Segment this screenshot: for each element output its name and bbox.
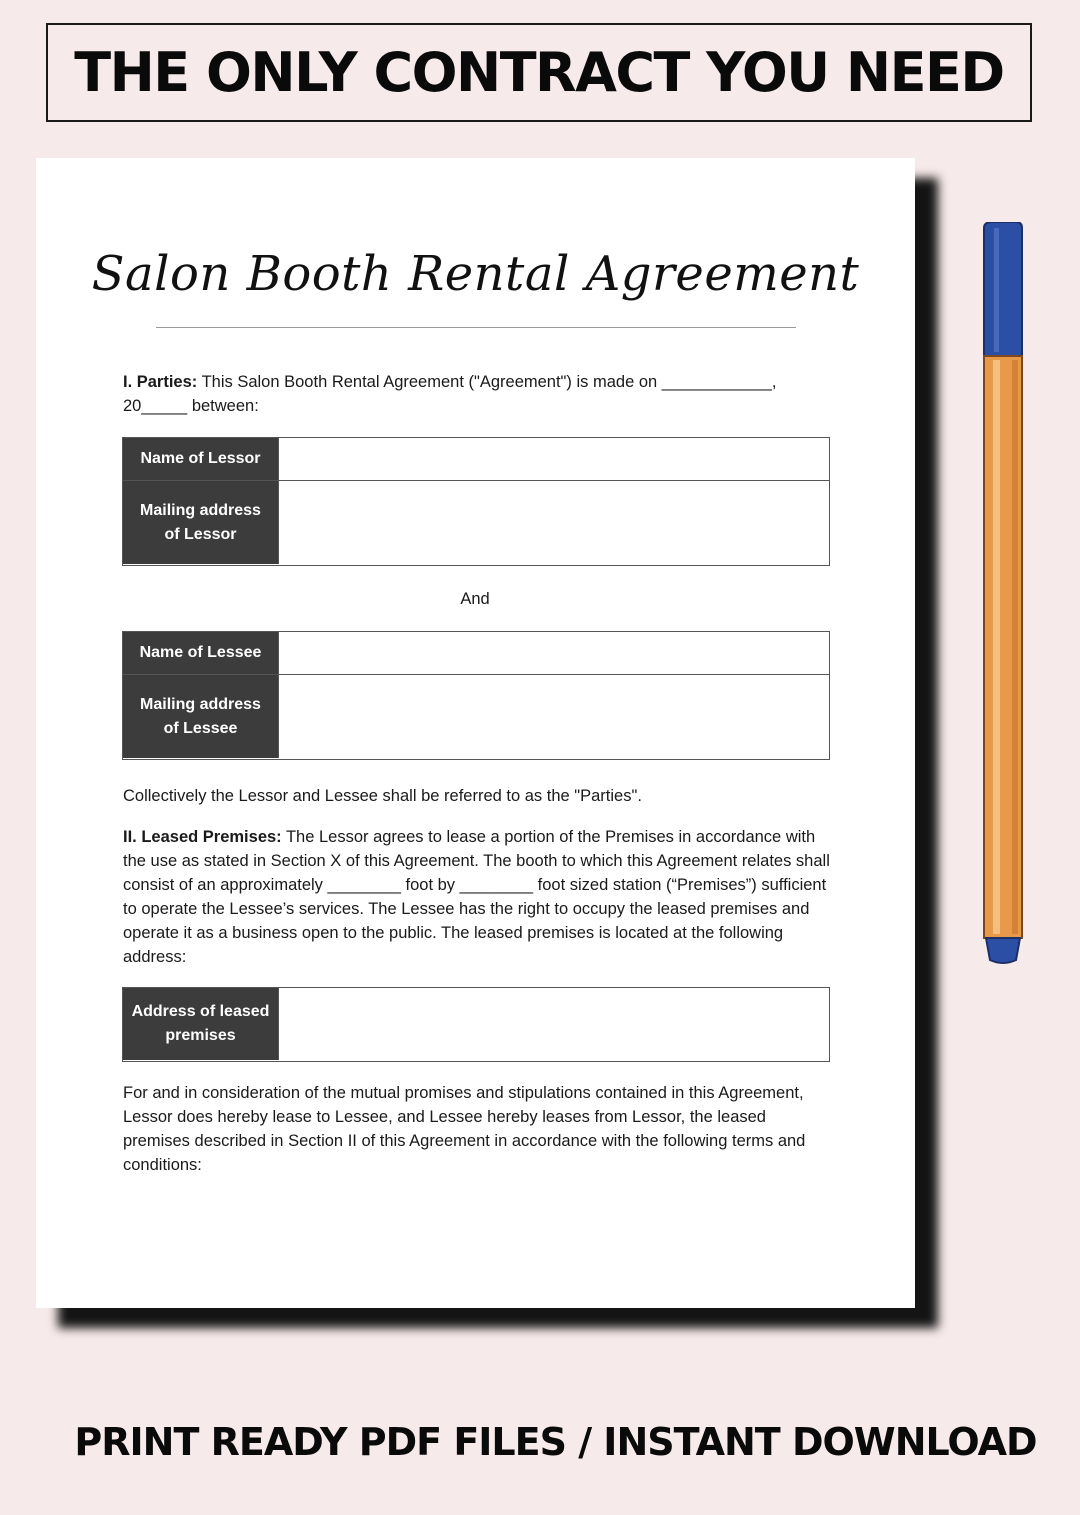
lessor-address-row bbox=[123, 481, 829, 564]
document-page bbox=[36, 158, 915, 1308]
premises-table bbox=[122, 987, 830, 1062]
title-divider bbox=[156, 327, 796, 328]
headline-banner bbox=[46, 23, 1032, 122]
premises-heading: II. Leased Premises: bbox=[123, 828, 282, 846]
premises-paragraph bbox=[123, 825, 833, 969]
headline-text: THE ONLY CONTRACT YOU NEED bbox=[74, 41, 1004, 104]
footer-tagline: PRINT READY PDF FILES / INSTANT DOWNLOAD bbox=[74, 1420, 1037, 1464]
lessee-name-label: Name of Lessee bbox=[123, 632, 279, 674]
lessor-name-label: Name of Lessor bbox=[123, 438, 279, 480]
lessee-name-field[interactable] bbox=[279, 632, 829, 674]
lessor-address-field[interactable] bbox=[279, 481, 829, 564]
lessee-address-row bbox=[123, 675, 829, 758]
consideration-paragraph: For and in consideration of the mutual promises and stipulations contained in this Agreement, Lessor does hereby lease to Lessee, and Lessee hereby leases from Lessor, the leased premises described in Section II of this Agreement in accordance with the following terms and conditions: bbox=[123, 1084, 806, 1174]
lessor-name-row bbox=[123, 438, 829, 481]
document-title: Salon Booth Rental Agreement bbox=[91, 246, 860, 302]
parties-paragraph bbox=[123, 370, 833, 418]
parties-heading: I. Parties: bbox=[123, 373, 198, 391]
and-separator: And bbox=[460, 590, 490, 608]
premises-address-row bbox=[123, 988, 829, 1060]
premises-text: The Lessor agrees to lease a portion of the Premises in accordance with the use as stated in Section X of this Agreement. The booth to which this Agreement relates shall consist of an approximately ________ foot by ________ foot sized station (“Premises”) sufficient to operate the Lessee’s services. The Lessee has the right to occupy the leased premises and operate it as a business open to the public. The leased premises is located at the following address: bbox=[123, 828, 830, 966]
lessee-table bbox=[122, 631, 830, 760]
lessee-address-field[interactable] bbox=[279, 675, 829, 758]
parties-text: This Salon Booth Rental Agreement ("Agreement") is made on ____________, 20_____ between: bbox=[123, 373, 777, 415]
lessee-name-row bbox=[123, 632, 829, 675]
pen-icon bbox=[972, 222, 1034, 970]
premises-address-label: Address of leased premises bbox=[123, 988, 279, 1060]
lessee-address-label: Mailing address of Lessee bbox=[123, 675, 279, 758]
collective-paragraph: Collectively the Lessor and Lessee shall be referred to as the "Parties". bbox=[123, 787, 642, 805]
lessor-address-label: Mailing address of Lessor bbox=[123, 481, 279, 564]
lessor-name-field[interactable] bbox=[279, 438, 829, 480]
lessor-table bbox=[122, 437, 830, 566]
premises-address-field[interactable] bbox=[279, 988, 829, 1060]
